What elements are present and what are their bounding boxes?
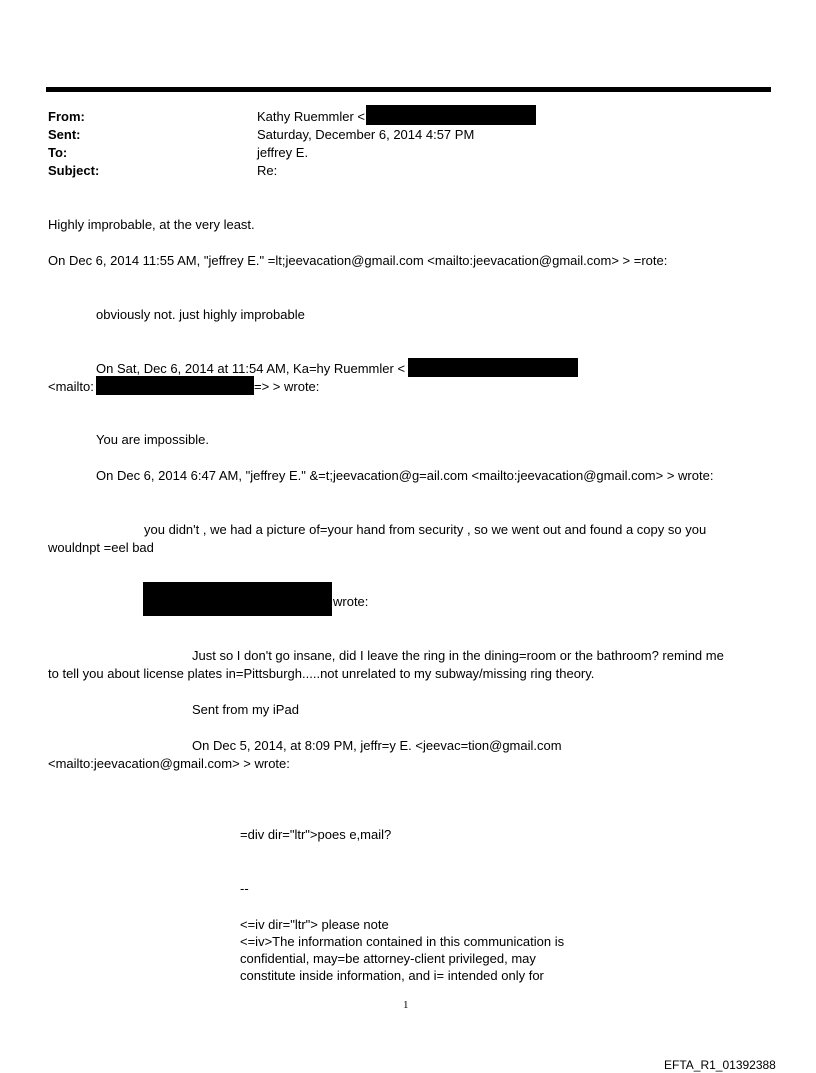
sent-from: Sent from my iPad	[192, 702, 299, 717]
quote1-header: On Dec 6, 2014 11:55 AM, "jeffrey E." =lt;jeevacation@gmail.com <mailto:jeevacation@gmail.com> > =rote:	[48, 253, 668, 268]
quote4-text-line2: to tell you about license plates in=Pittsburgh.....not unrelated to my subway/missing ring theory.	[48, 666, 595, 681]
quote2-header-line1: On Sat, Dec 6, 2014 at 11:54 AM, Ka=hy Ruemmler <	[96, 361, 406, 376]
subject-value: Re:	[257, 163, 278, 178]
quote5-header-line2: <mailto:jeevacation@gmail.com> > wrote:	[48, 756, 290, 771]
quote2-header-end: => > wrote:	[254, 379, 320, 394]
redaction-quote2-mailto	[96, 376, 254, 395]
quote3-header: On Dec 6, 2014 6:47 AM, "jeffrey E." &=t;jeevacation@g=ail.com <mailto:jeevacation@gmail.com> > wrote:	[96, 468, 714, 483]
quote5-text: =div dir="ltr">poes e,mail?	[240, 827, 392, 842]
quote4-text-line1: Just so I don't go insane, did I leave the ring in the dining=room or the bathroom? remind me	[192, 648, 724, 663]
signature-line3: confidential, may=be attorney-client privileged, may	[240, 951, 536, 966]
quote2-header-mailto: <mailto:	[48, 379, 94, 394]
document-id: EFTA_R1_01392388	[664, 1058, 776, 1072]
quote4-wrote: wrote:	[333, 594, 369, 609]
subject-label: Subject:	[48, 163, 100, 178]
sent-label: Sent:	[48, 127, 81, 142]
from-label: From:	[48, 109, 85, 124]
header-rule	[46, 87, 771, 92]
quote3-text-line2: wouldnpt =eel bad	[48, 540, 154, 555]
signature-dashes: --	[240, 881, 249, 896]
quote3-text-line1: you didn't , we had a picture of=your hand from security , so we went out and found a copy so you	[144, 522, 707, 537]
signature-line1: <=iv dir="ltr"> please note	[240, 917, 389, 932]
to-value: jeffrey E.	[257, 145, 309, 160]
redaction-from-email	[366, 105, 536, 125]
page-number: 1	[403, 999, 409, 1011]
quote2-text: You are impossible.	[96, 432, 209, 447]
reply-text: Highly improbable, at the very least.	[48, 217, 255, 232]
quote5-header-line1: On Dec 5, 2014, at 8:09 PM, jeffr=y E. <jeevac=tion@gmail.com	[192, 738, 562, 753]
quote1-text: obviously not. just highly improbable	[96, 307, 305, 322]
redaction-quote2-email	[408, 358, 578, 377]
signature-line2: <=iv>The information contained in this communication is	[240, 934, 565, 949]
to-label: To:	[48, 145, 68, 160]
signature-line4: constitute inside information, and i= intended only for	[240, 968, 544, 983]
sent-value: Saturday, December 6, 2014 4:57 PM	[257, 127, 475, 142]
redaction-quote4-sender	[143, 582, 332, 616]
from-value: Kathy Ruemmler <	[257, 109, 366, 124]
